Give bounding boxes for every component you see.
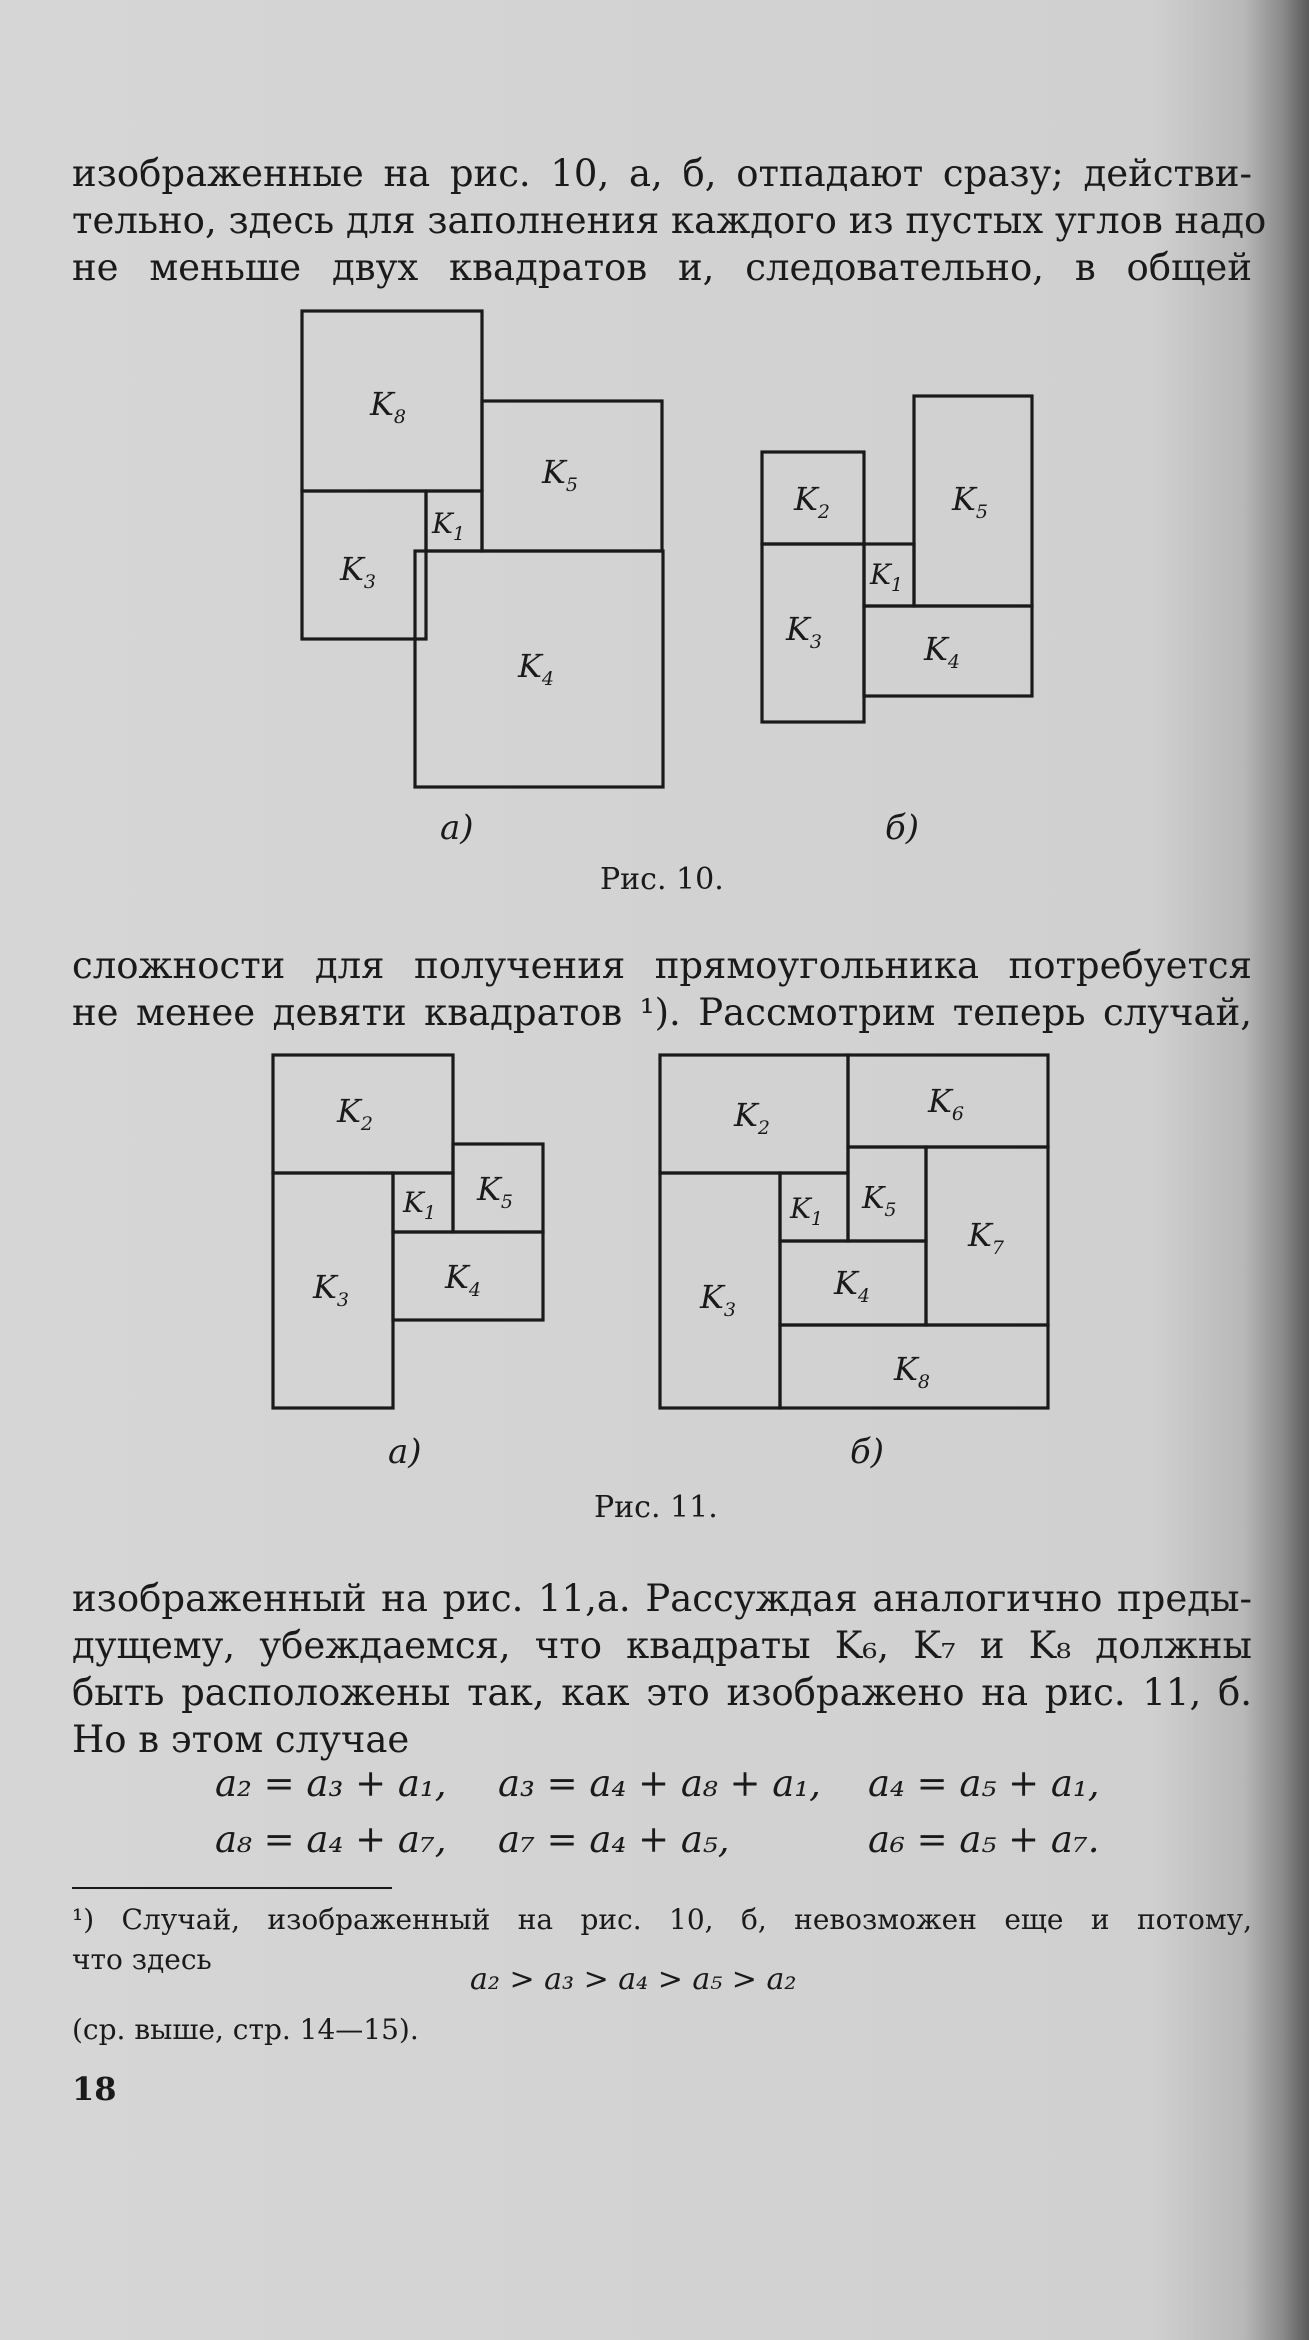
label-k5: $K_5$ [952, 480, 988, 523]
formula-a4: a₄ = a₅ + a₁, [868, 1762, 1100, 1805]
label-k8: $K_8$ [370, 385, 406, 428]
text-line: Но в этом случае [72, 1718, 410, 1761]
text-line: изображенный на рис. 11,а. Рассуждая аналогично преды- [72, 1577, 1252, 1620]
formula-a2: a₂ = a₃ + a₁, [215, 1762, 447, 1805]
page-number: 18 [72, 2070, 117, 2108]
square-k3 [302, 491, 426, 639]
label-k4: $K_4$ [924, 630, 960, 673]
figure-11b [652, 1050, 1062, 1415]
label-k1: $K_1$ [790, 1192, 824, 1230]
text-line: не менее девяти квадратов ¹). Рассмотрим теперь случай, [72, 991, 1252, 1034]
square-k5 [848, 1147, 926, 1241]
figure-11a-label: а) [388, 1432, 422, 1472]
paragraph-2 [72, 942, 1252, 1036]
footnote-line-3: (ср. выше, стр. 14—15). [72, 2013, 419, 2046]
label-k5: $K_5$ [477, 1170, 513, 1213]
label-k4: $K_4$ [834, 1264, 870, 1307]
figure-10a [290, 305, 670, 795]
label-k5: $K_5$ [542, 453, 578, 496]
formula-a3: a₃ = a₄ + a₈ + a₁, [498, 1762, 821, 1805]
paragraph-3 [72, 1575, 1252, 1763]
label-k2: $K_2$ [337, 1092, 373, 1135]
footnote-line-1 [72, 1900, 1252, 1940]
label-k3: $K_3$ [340, 550, 376, 593]
figure-10a-label: а) [440, 808, 474, 848]
figure-10-caption: Рис. 10. [600, 862, 724, 897]
text-line: изображенные на рис. 10, а, б, отпадают сразу; действи- [72, 152, 1252, 195]
label-k2: $K_2$ [734, 1096, 770, 1139]
formula-a7: a₇ = a₄ + a₅, [498, 1818, 730, 1861]
text-line: сложности для получения прямоугольника потребуется [72, 944, 1252, 987]
label-k1: $K_1$ [403, 1186, 437, 1224]
label-k3: $K_3$ [786, 610, 822, 653]
label-k1: $K_1$ [870, 558, 904, 596]
label-k5: $K_5$ [862, 1181, 897, 1221]
formula-a8: a₈ = a₄ + a₇, [215, 1818, 447, 1861]
figure-11a [265, 1050, 555, 1415]
figure-11b-label: б) [850, 1432, 885, 1472]
label-k3: $K_3$ [700, 1278, 736, 1321]
text-line: не меньше двух квадратов и, следовательно, в общей [72, 246, 1252, 289]
text-line: быть расположены так, как это изображено на рис. 11, б. [72, 1671, 1252, 1714]
text-line: тельно, здесь для заполнения каждого из пустых углов надо [72, 199, 1267, 242]
text-line: дущему, убеждаемся, что квадраты K₆, K₇ и K₈ должны [72, 1624, 1252, 1667]
label-k4: $K_4$ [445, 1258, 481, 1301]
footnote-rule [72, 1887, 392, 1889]
footnote-formula: a₂ > a₃ > a₄ > a₅ > a₂ [470, 1962, 797, 1997]
label-k2: $K_2$ [794, 480, 830, 523]
label-k4: $K_4$ [518, 647, 554, 690]
label-k1: $K_1$ [432, 507, 466, 545]
formula-a6: a₆ = a₅ + a₇. [868, 1818, 1100, 1861]
figure-10b-label: б) [885, 808, 920, 848]
label-k6: $K_6$ [928, 1082, 964, 1125]
footnote-text: ¹) Случай, изображенный на рис. 10, б, невозможен еще и потому, [72, 1903, 1252, 1936]
label-k8: $K_8$ [894, 1350, 930, 1393]
label-k3: $K_3$ [313, 1268, 349, 1311]
figure-10b [752, 390, 1052, 730]
label-k7: $K_7$ [968, 1216, 1004, 1259]
figure-11-caption: Рис. 11. [594, 1490, 718, 1525]
footnote-line-2: что здесь [72, 1943, 212, 1976]
paragraph-1 [72, 150, 1267, 291]
